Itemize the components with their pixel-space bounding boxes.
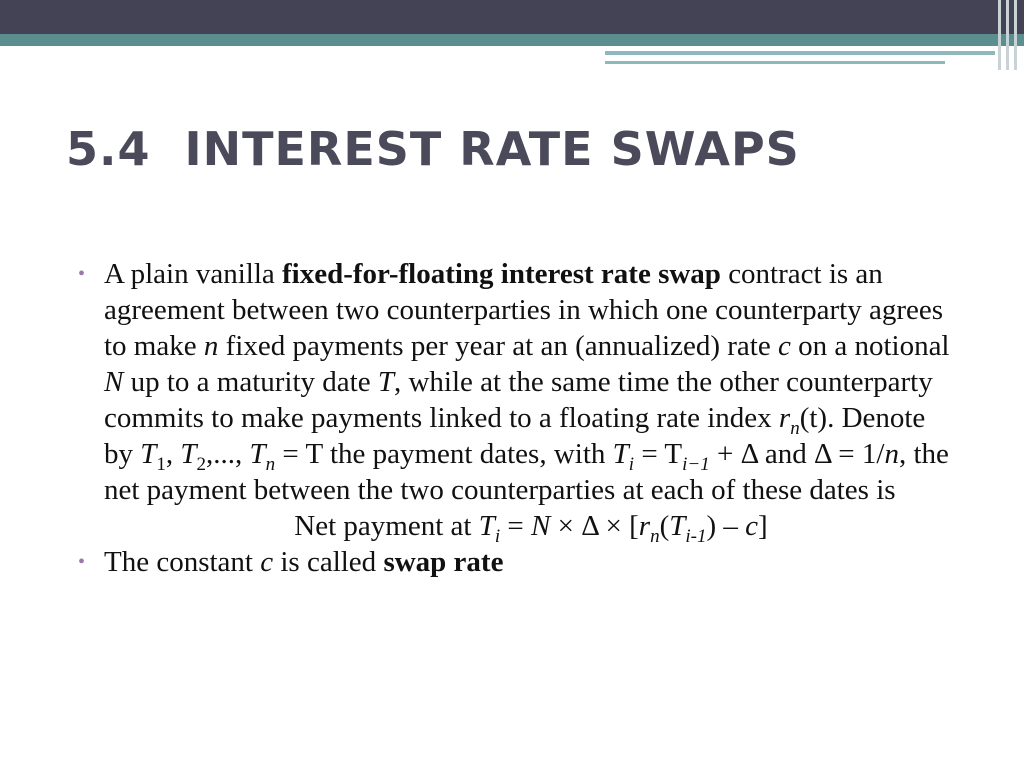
bold-term: swap rate — [383, 546, 504, 578]
text: ] — [758, 510, 768, 542]
subscript: i−1 — [682, 453, 710, 475]
bullet-icon: • — [78, 263, 86, 285]
bold-term: fixed-for-floating interest rate swap — [282, 258, 721, 290]
decorative-edge — [998, 0, 1001, 70]
var-Tn: T — [249, 438, 266, 470]
text: , — [165, 438, 181, 470]
var-T: T — [669, 510, 686, 542]
text: ) – — [706, 510, 746, 542]
text: ,..., — [206, 438, 250, 470]
text: = T — [275, 438, 323, 470]
decorative-edge — [1014, 0, 1017, 70]
text: . Denote by — [104, 402, 926, 470]
var-c: c — [745, 510, 759, 542]
decorative-line — [605, 51, 995, 55]
text: The constant — [104, 546, 261, 578]
text: = T — [634, 438, 683, 470]
subscript: i — [494, 525, 501, 547]
var-Ti: T — [478, 510, 495, 542]
var-c: c — [777, 330, 791, 362]
var-r: r — [638, 510, 651, 542]
var-Ti: T — [612, 438, 629, 470]
var-T: T — [377, 366, 394, 398]
slide-title: 5.4 INTEREST RATE SWAPS — [66, 122, 800, 176]
decorative-line — [605, 61, 945, 64]
var-n: n — [203, 330, 219, 362]
subscript: i-1 — [685, 525, 707, 547]
text: ( — [659, 510, 670, 542]
subscript: n — [265, 453, 276, 475]
var-r: r — [778, 402, 791, 434]
header-bar — [0, 0, 1024, 34]
text: × Δ × [ — [550, 510, 639, 542]
text: A plain vanilla — [104, 258, 282, 290]
var-N: N — [531, 510, 551, 542]
subscript: n — [650, 525, 660, 547]
text: (t) — [799, 402, 828, 434]
slide-body — [78, 256, 958, 580]
text: up to a maturity date — [123, 366, 378, 398]
var-N: N — [104, 366, 124, 398]
net-payment-formula — [78, 508, 958, 547]
text: Net payment at — [294, 510, 479, 542]
text: , while at the same time the other counterparty commits to make payments linked to a floating rate index — [104, 366, 933, 434]
bullet-item — [78, 544, 958, 580]
var-c: c — [260, 546, 274, 578]
var-n: n — [884, 438, 899, 470]
bullet-icon: • — [78, 551, 86, 573]
text: contract is an agreement between two counterparties in which one counterparty agrees to make — [104, 258, 944, 362]
text: = — [500, 510, 531, 542]
decorative-edge — [1006, 0, 1009, 70]
text: is called — [273, 546, 384, 578]
text: , the net payment between the two counterparties at each of these dates is — [104, 438, 949, 506]
subscript: 1 — [156, 453, 166, 475]
text: fixed payments per year at an (annualized) rate — [218, 330, 778, 362]
var-T1: T — [140, 438, 157, 470]
subscript: i — [628, 453, 635, 475]
bullet-item — [78, 256, 958, 508]
var-T2: T — [180, 438, 197, 470]
text: the payment dates, with — [322, 438, 613, 470]
subscript: n — [790, 417, 800, 439]
subscript: 2 — [196, 453, 207, 475]
header-accent-stripe — [0, 34, 1024, 46]
text: + Δ and Δ = 1/ — [709, 438, 885, 470]
text: on a notional — [790, 330, 950, 362]
